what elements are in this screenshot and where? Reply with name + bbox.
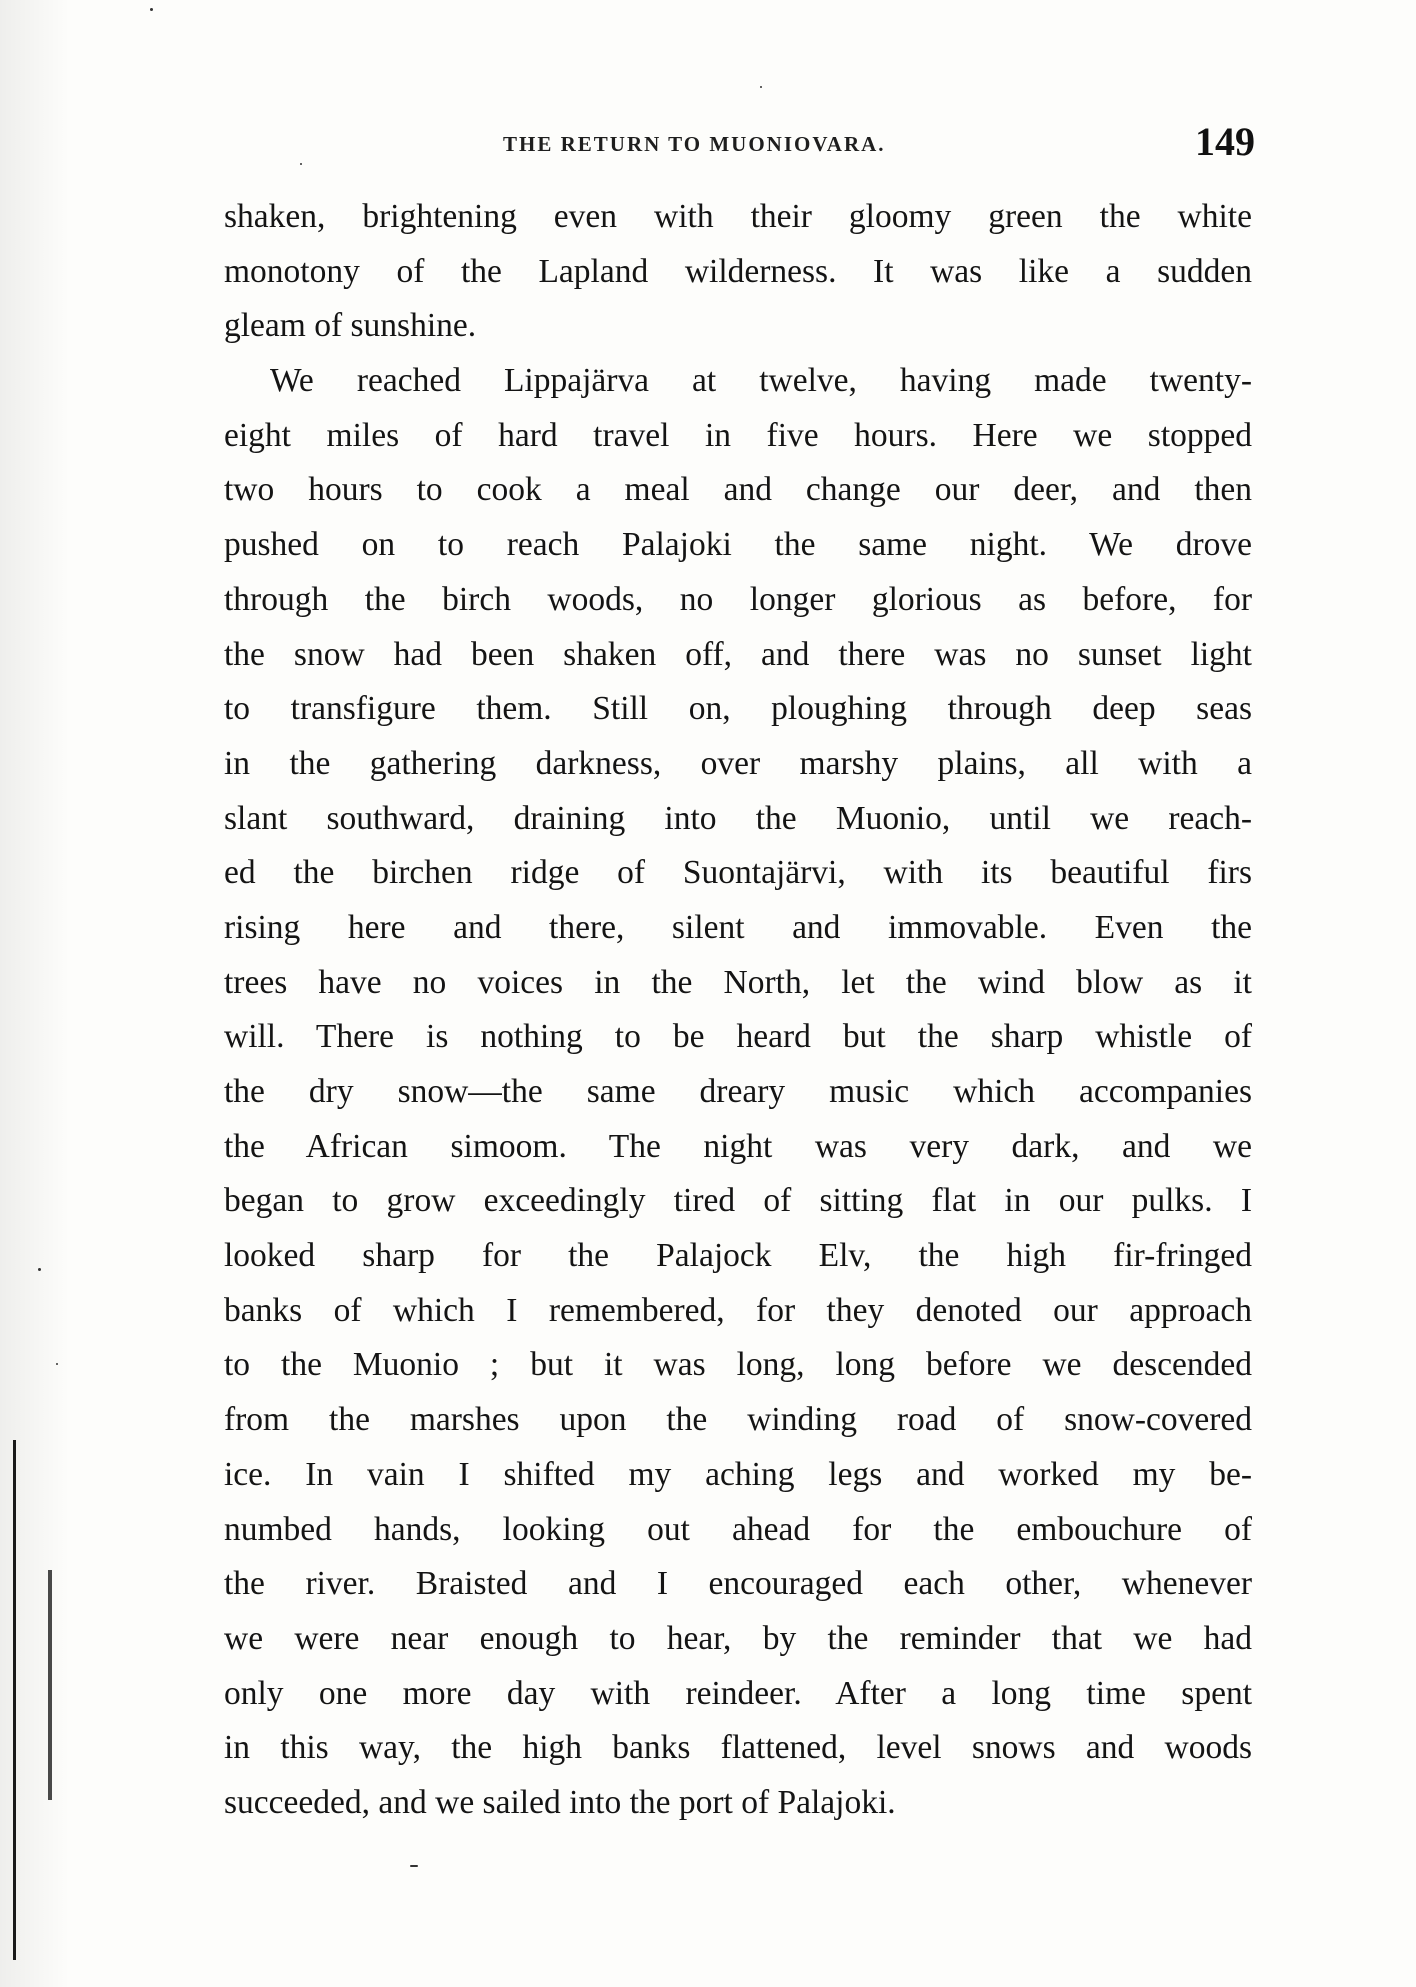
text-line: will. There is nothing to be heard but the sharp whistle of (224, 1018, 1252, 1056)
text-line: we were near enough to hear, by the reminder that we had (224, 1619, 1252, 1657)
text-line: ice. In vain I shifted my aching legs and worked my be- (224, 1455, 1252, 1493)
text-line: the snow had been shaken off, and there was no sunset light (224, 635, 1252, 673)
page-header (225, 118, 1255, 178)
text-line: banks of which I remembered, for they denoted our approach (224, 1291, 1252, 1329)
text-line: to the Muonio ; but it was long, long before we descended (224, 1346, 1252, 1384)
text-line: slant southward, draining into the Muonio, until we reach- (224, 799, 1252, 837)
paragraph-2 (224, 354, 1252, 1831)
text-line: the river. Braisted and I encouraged each other, whenever (224, 1565, 1252, 1603)
scan-speck (410, 1865, 418, 1867)
running-head: THE RETURN TO MUONIOVARA. (503, 132, 886, 156)
text-line: shaken, brightening even with their gloomy green the white (224, 198, 1252, 235)
text-line: ed the birchen ridge of Suontajärvi, with its beautiful firs (224, 854, 1252, 892)
text-line: pushed on to reach Palajoki the same night. We drove (224, 526, 1252, 564)
scan-speck (150, 8, 153, 11)
scan-speck (56, 1363, 58, 1365)
scan-speck (760, 86, 762, 88)
text-line: eight miles of hard travel in five hours. Here we stopped (224, 416, 1252, 454)
text-line: We reached Lippajärva at twelve, having made twenty- (270, 362, 1252, 400)
text-line: only one more day with reindeer. After a long time spent (224, 1674, 1252, 1712)
text-line: rising here and there, silent and immovable. Even the (224, 908, 1252, 946)
text-line: to transfigure them. Still on, ploughing through deep seas (224, 690, 1252, 728)
text-line: through the birch woods, no longer glorious as before, for (224, 580, 1252, 618)
text-line: began to grow exceedingly tired of sitting flat in our pulks. I (224, 1182, 1252, 1220)
gutter-edge-line-inner (48, 1570, 52, 1800)
text-line: the dry snow—the same dreary music which accompanies (224, 1073, 1252, 1110)
text-line: succeeded, and we sailed into the port of Palajoki. (224, 1783, 896, 1821)
page-number: 149 (1195, 119, 1255, 164)
body-text (224, 190, 1252, 1831)
text-line: gleam of sunshine. (224, 307, 477, 345)
binding-shadow (0, 0, 70, 1987)
text-line: monotony of the Lapland wilderness. It was like a sudden (224, 252, 1252, 290)
paragraph-1 (224, 190, 1252, 354)
text-line: two hours to cook a meal and change our deer, and then (224, 471, 1252, 509)
text-line: numbed hands, looking out ahead for the embouchure of (224, 1510, 1252, 1548)
text-line: trees have no voices in the North, let the wind blow as it (224, 963, 1252, 1001)
text-line: the African simoom. The night was very dark, and we (224, 1127, 1252, 1165)
scan-speck (38, 1268, 41, 1271)
text-line: in the gathering darkness, over marshy plains, all with a (224, 744, 1252, 782)
gutter-edge-line (13, 1440, 16, 1960)
text-line: from the marshes upon the winding road of snow-covered (224, 1401, 1252, 1439)
text-line: in this way, the high banks flattened, level snows and woods (224, 1729, 1252, 1767)
text-line: looked sharp for the Palajock Elv, the high fir-fringed (224, 1237, 1252, 1275)
